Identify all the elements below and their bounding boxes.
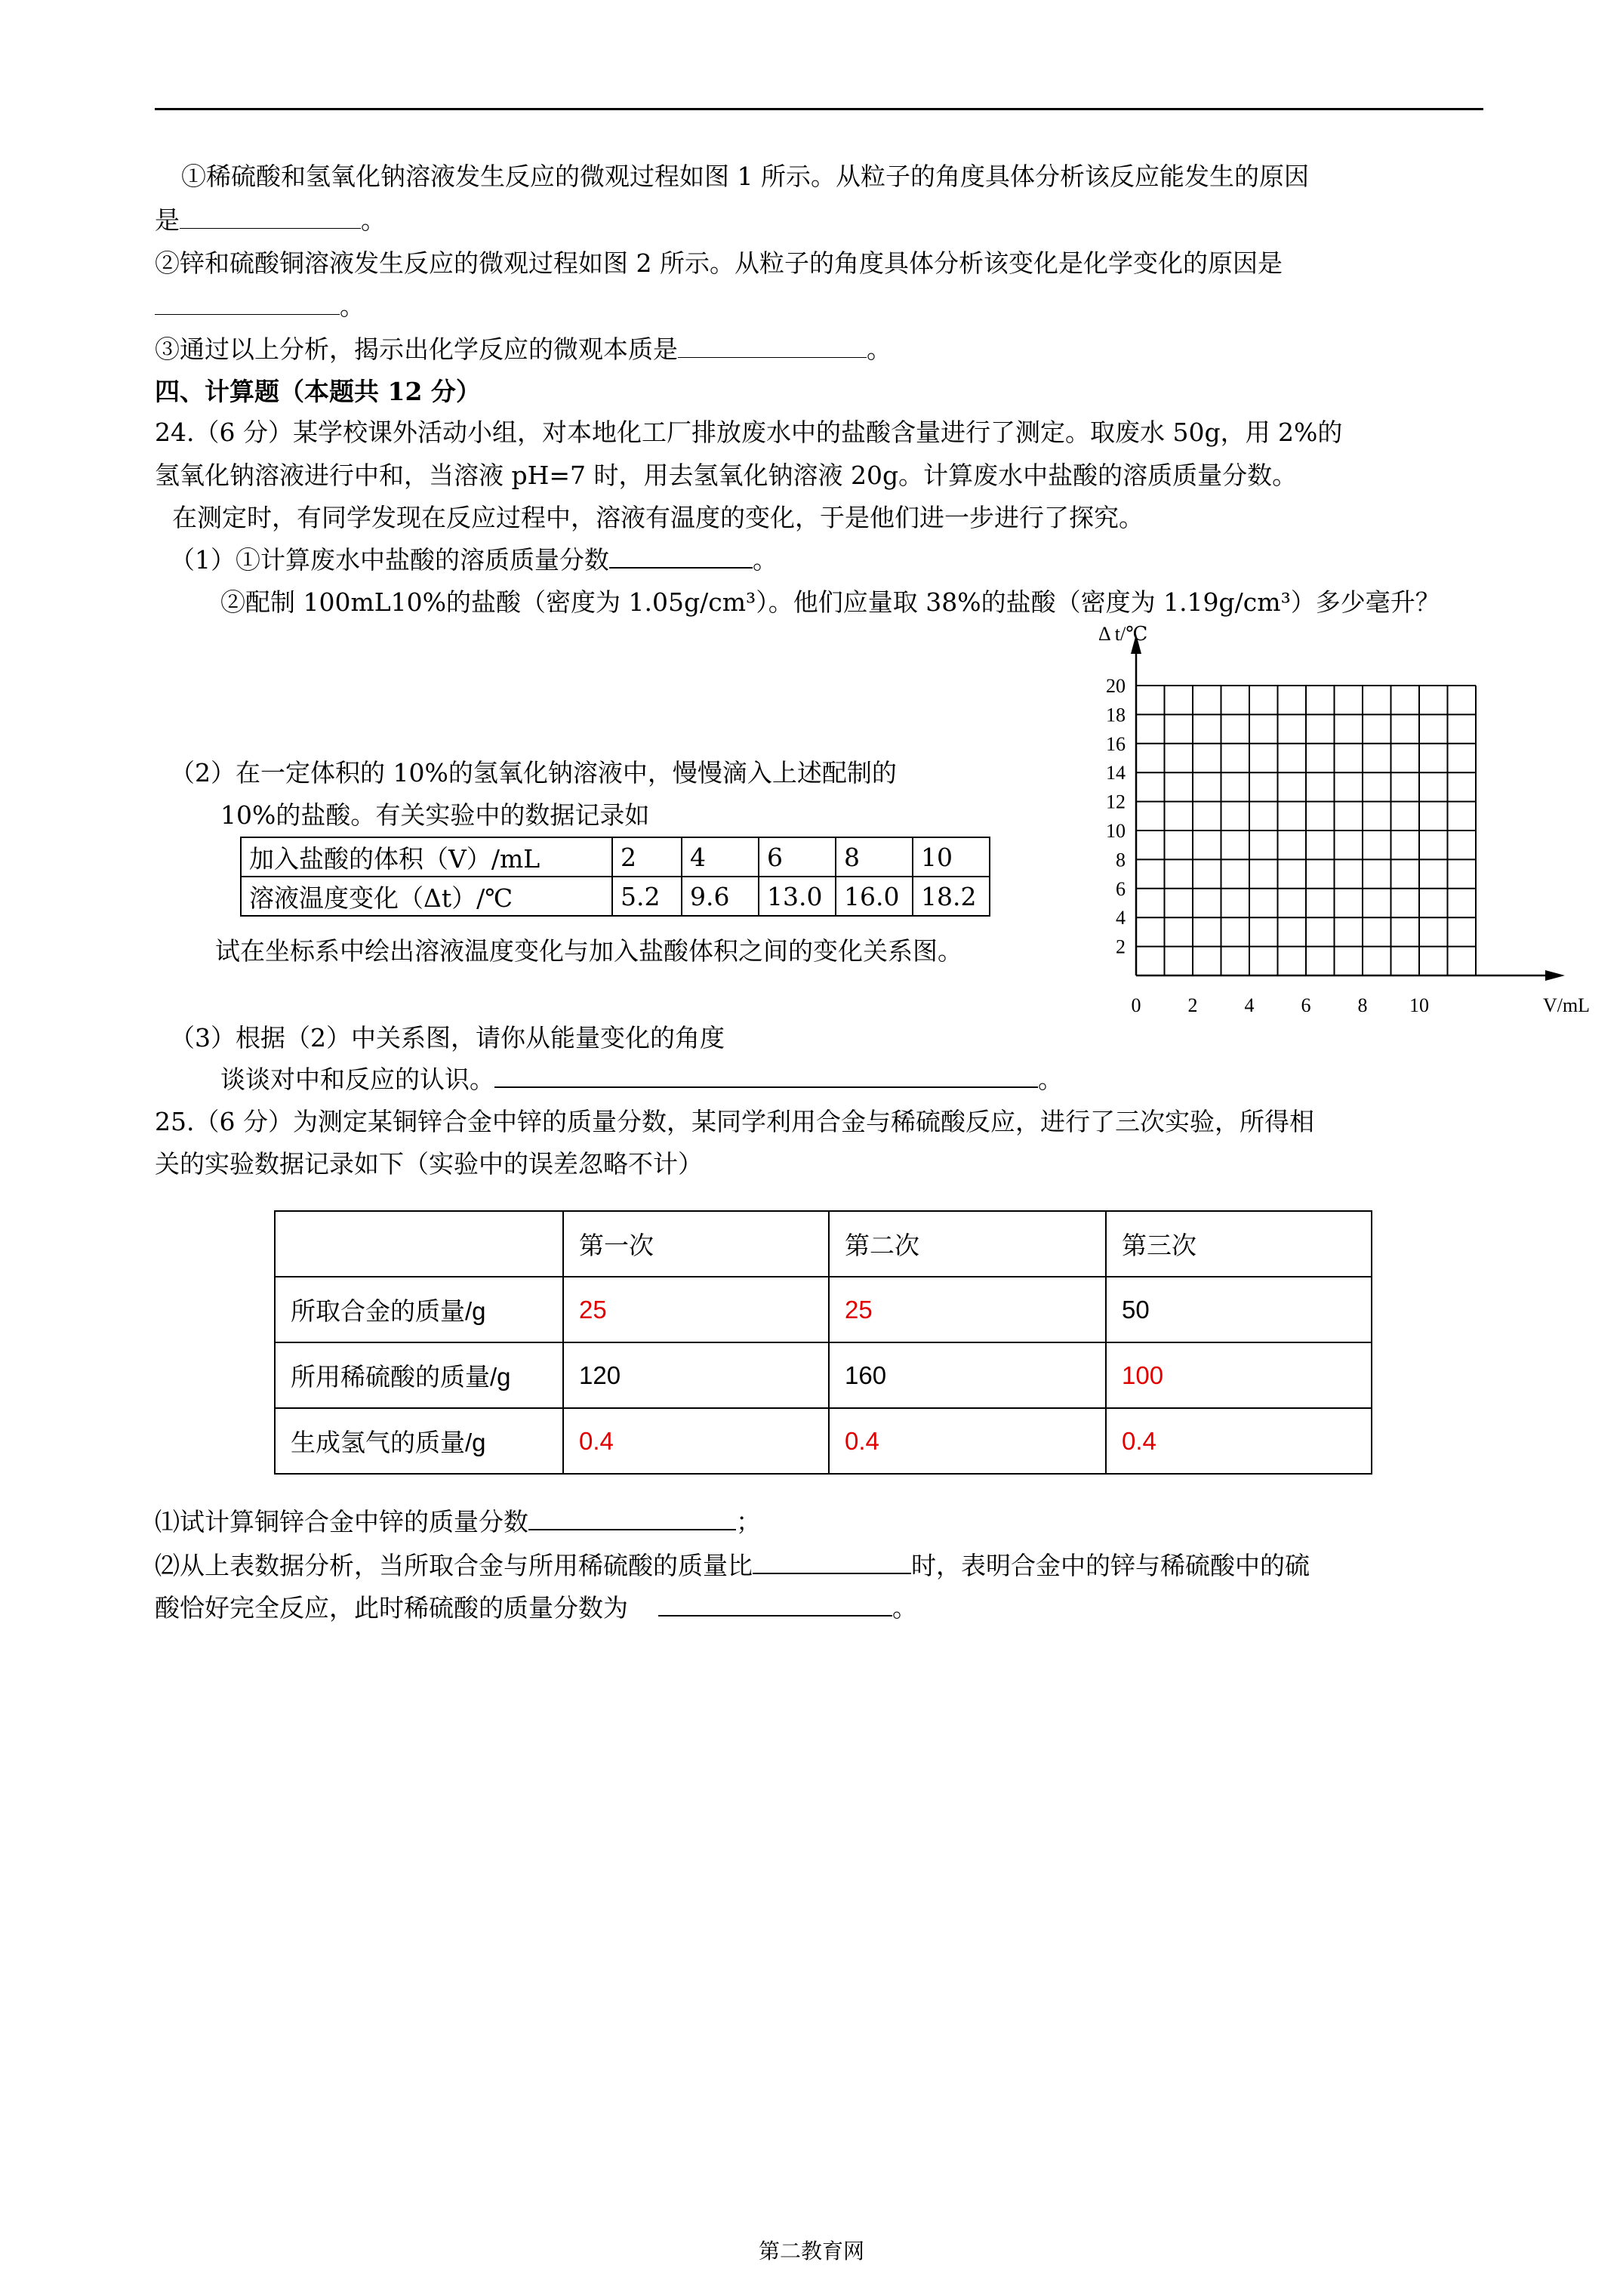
table-cell: 100 bbox=[1106, 1342, 1372, 1408]
table-cell: 18.2 bbox=[913, 877, 990, 916]
q24-part1 bbox=[170, 545, 778, 575]
q24-part3-line1: （3）根据（2）中关系图，请你从能量变化的角度 bbox=[170, 1023, 725, 1052]
table-cell: 6 bbox=[759, 837, 836, 877]
q23-line1: ①稀硫酸和氢氧化钠溶液发生反应的微观过程如图 1 所示。从粒子的角度具体分析该反应能发生的原因 bbox=[181, 162, 1309, 191]
table-row-label: 加入盐酸的体积（V）/mL bbox=[241, 837, 612, 877]
q24-part3-line2 bbox=[220, 1065, 1063, 1095]
table-row bbox=[241, 837, 990, 877]
table-cell: 25 bbox=[563, 1277, 829, 1342]
q24-line2: 氢氧化钠溶液进行中和，当溶液 pH=7 时，用去氢氧化钠溶液 20g。计算废水中盐酸的溶质质量分数。 bbox=[155, 461, 1298, 490]
answer-blank-reason-1[interactable] bbox=[180, 207, 361, 229]
table-cell: 2 bbox=[612, 837, 682, 877]
answer-blank-mass-ratio[interactable] bbox=[753, 1552, 911, 1574]
y-axis-label: Δ t/℃ bbox=[1098, 623, 1148, 645]
table-row-label: 生成氢气的质量/g bbox=[275, 1408, 563, 1474]
q23-line5-suffix: 。 bbox=[867, 334, 892, 364]
q25-sub1 bbox=[155, 1507, 761, 1537]
answer-blank-reason-2[interactable] bbox=[155, 293, 340, 315]
table-cell: 0.4 bbox=[563, 1408, 829, 1474]
x-tick-label: 0 bbox=[1131, 994, 1141, 1016]
q25-data-table bbox=[274, 1210, 1372, 1475]
y-tick-label: 16 bbox=[1106, 732, 1126, 755]
table-header: 第二次 bbox=[829, 1211, 1106, 1277]
q23-line5 bbox=[155, 334, 892, 365]
q25-sub2-suffix: 时，表明合金中的锌与稀硫酸中的硫 bbox=[911, 1551, 1310, 1580]
q25-sub3 bbox=[155, 1593, 917, 1623]
y-tick-label: 10 bbox=[1106, 820, 1126, 842]
section-title: 四、计算题（本题共 12 分） bbox=[155, 377, 481, 406]
q23-line4 bbox=[155, 291, 365, 322]
y-tick-label: 20 bbox=[1106, 675, 1126, 697]
table-cell: 16.0 bbox=[836, 877, 913, 916]
q24-part1b: ②配制 100mL10%的盐酸（密度为 1.05g/cm³）。他们应量取 38%的盐酸（密度为 1.19g/cm³）多少毫升？ bbox=[220, 587, 1440, 617]
y-tick-label: 18 bbox=[1106, 704, 1126, 726]
q25-sub3-suffix: 。 bbox=[892, 1593, 917, 1623]
q25-sub2-text: ⑵从上表数据分析，当所取合金与所用稀硫酸的质量比 bbox=[155, 1551, 753, 1580]
q24-part1-label: （1）①计算废水中盐酸的溶质质量分数 bbox=[170, 545, 609, 575]
table-row bbox=[275, 1408, 1372, 1474]
y-tick-label: 4 bbox=[1116, 907, 1126, 929]
q25-sub3-text: 酸恰好完全反应，此时稀硫酸的质量分数为 bbox=[155, 1593, 628, 1623]
q23-line5-prefix: ③通过以上分析，揭示出化学反应的微观本质是 bbox=[155, 334, 678, 364]
coordinate-grid-svg[interactable] bbox=[1057, 623, 1591, 1027]
table-cell: 9.6 bbox=[682, 877, 759, 916]
coordinate-grid[interactable] bbox=[1057, 623, 1591, 1027]
q24-part3-suffix: 。 bbox=[1038, 1065, 1063, 1094]
q23-line4-suffix: 。 bbox=[340, 291, 365, 321]
y-tick-label: 14 bbox=[1106, 762, 1126, 784]
table-cell: 50 bbox=[1106, 1277, 1372, 1342]
answer-blank-acid-fraction[interactable] bbox=[658, 1594, 892, 1616]
q24-line1: 24.（6 分）某学校课外活动小组，对本地化工厂排放废水中的盐酸含量进行了测定。取废水 50g，用 2%的 bbox=[155, 418, 1343, 447]
table-cell: 13.0 bbox=[759, 877, 836, 916]
table-row bbox=[275, 1342, 1372, 1408]
q24-part2-line1: （2）在一定体积的 10%的氢氧化钠溶液中，慢慢滴入上述配制的 bbox=[170, 758, 897, 787]
table-cell: 10 bbox=[913, 837, 990, 877]
x-tick-label: 8 bbox=[1357, 994, 1368, 1016]
y-tick-label: 12 bbox=[1106, 791, 1126, 813]
table-header-row bbox=[275, 1211, 1372, 1277]
y-tick-label: 2 bbox=[1116, 935, 1126, 958]
q23-line2-prefix: 是 bbox=[155, 205, 180, 235]
q24-part1-suffix: 。 bbox=[753, 545, 778, 575]
x-tick-label: 2 bbox=[1187, 994, 1198, 1016]
q24-part2-line3: 试在坐标系中绘出溶液温度变化与加入盐酸体积之间的变化关系图。 bbox=[215, 936, 962, 966]
q24-part3-text: 谈谈对中和反应的认识。 bbox=[220, 1065, 494, 1094]
q23-line3: ②锌和硫酸铜溶液发生反应的微观过程如图 2 所示。从粒子的角度具体分析该变化是化学变化的原因是 bbox=[155, 248, 1283, 278]
table-cell: 5.2 bbox=[612, 877, 682, 916]
q25-sub1-text: ⑴试计算铜锌合金中锌的质量分数 bbox=[155, 1507, 528, 1536]
table-row bbox=[241, 877, 990, 916]
table-header bbox=[275, 1211, 563, 1277]
x-tick-label: 6 bbox=[1301, 994, 1311, 1016]
table-cell: 4 bbox=[682, 837, 759, 877]
table-row-label: 所取合金的质量/g bbox=[275, 1277, 563, 1342]
table-row-label: 溶液温度变化（Δt）/℃ bbox=[241, 877, 612, 916]
q24-data-table bbox=[240, 837, 990, 917]
x-tick-label: 10 bbox=[1409, 994, 1429, 1016]
answer-blank-energy[interactable] bbox=[494, 1065, 1038, 1088]
answer-blank-hcl-fraction[interactable] bbox=[609, 546, 753, 569]
q23-line2 bbox=[155, 205, 386, 236]
answer-blank-essence[interactable] bbox=[678, 336, 867, 358]
q23-line2-suffix: 。 bbox=[361, 205, 386, 235]
table-row-label: 所用稀硫酸的质量/g bbox=[275, 1342, 563, 1408]
table-cell: 25 bbox=[829, 1277, 1106, 1342]
q24-line3: 在测定时，有同学发现在反应过程中，溶液有温度的变化，于是他们进一步进行了探究。 bbox=[172, 503, 1144, 532]
q25-sub1-suffix: ； bbox=[736, 1507, 761, 1536]
y-tick-label: 8 bbox=[1116, 849, 1126, 871]
q25-line2: 关的实验数据记录如下（实验中的误差忽略不计） bbox=[155, 1149, 703, 1179]
table-cell: 120 bbox=[563, 1342, 829, 1408]
x-tick-label: 4 bbox=[1244, 994, 1255, 1016]
table-cell: 160 bbox=[829, 1342, 1106, 1408]
table-header: 第一次 bbox=[563, 1211, 829, 1277]
q24-part2-line2: 10%的盐酸。有关实验中的数据记录如 bbox=[220, 800, 650, 830]
x-axis-arrow bbox=[1545, 970, 1565, 981]
footer-site-name: 第二教育网 bbox=[758, 2239, 864, 2264]
q25-sub2 bbox=[155, 1551, 1310, 1581]
y-tick-label: 6 bbox=[1116, 877, 1126, 900]
table-cell: 0.4 bbox=[829, 1408, 1106, 1474]
table-cell: 8 bbox=[836, 837, 913, 877]
table-cell: 0.4 bbox=[1106, 1408, 1372, 1474]
q25-line1: 25.（6 分）为测定某铜锌合金中锌的质量分数，某同学利用合金与稀硫酸反应，进行了三次实验，所得相 bbox=[155, 1107, 1314, 1136]
x-axis-label: V/mL bbox=[1542, 994, 1591, 1016]
table-header: 第三次 bbox=[1106, 1211, 1372, 1277]
answer-blank-zinc-fraction[interactable] bbox=[528, 1508, 736, 1530]
table-row bbox=[275, 1277, 1372, 1342]
header-rule bbox=[155, 108, 1483, 110]
